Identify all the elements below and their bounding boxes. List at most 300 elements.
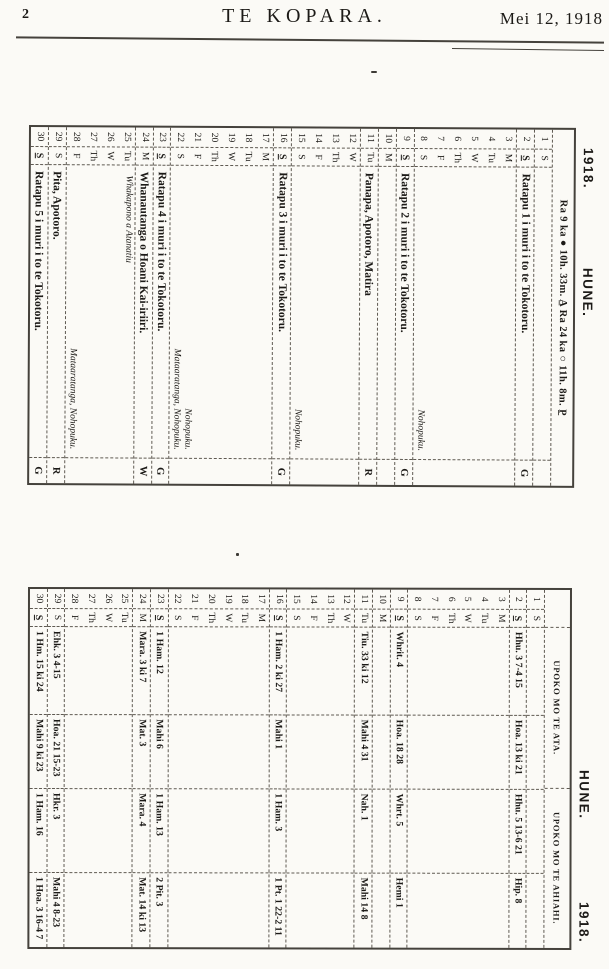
lesson-ref: Hhu. 5 13-6 21 xyxy=(512,793,524,855)
feast-name: Panapa, Apotoro, Matira xyxy=(362,172,375,296)
lectionary-row-group xyxy=(287,589,355,947)
lesson-cell xyxy=(30,627,47,715)
lesson-ref: Nah. 1 xyxy=(358,793,370,821)
date-number-column xyxy=(355,590,372,610)
date-number: 22 xyxy=(175,132,186,143)
day-letter: Th xyxy=(209,151,220,162)
calendar-corner-labels xyxy=(574,128,604,488)
year-label: 1918. xyxy=(580,147,596,190)
fast-note: Mataaratanga, Nohopuku. xyxy=(67,348,78,450)
lectionary-corner-labels xyxy=(571,588,602,950)
date-number: 14 xyxy=(312,133,323,143)
day-letter-column xyxy=(361,149,378,167)
day-letter: Th xyxy=(205,612,216,624)
date-number: 20 xyxy=(205,594,216,604)
liturgical-colour xyxy=(170,459,272,485)
feast-cell xyxy=(152,166,170,459)
date-number: 4 xyxy=(486,136,497,142)
lesson-ref: 1 Ham. 2 ki 27 xyxy=(273,631,285,693)
lesson-ref: Mahi 14 8 xyxy=(358,877,370,920)
feast-cell xyxy=(533,168,551,461)
date-number: 28 xyxy=(69,593,80,604)
lectionary-row-group xyxy=(509,590,527,948)
lectionary-row-group xyxy=(372,590,390,948)
lesson-cell xyxy=(408,628,508,716)
date-number: 12 xyxy=(346,133,357,143)
lesson-cell xyxy=(270,627,287,715)
day-letter: Th xyxy=(85,612,96,623)
day-letter: F xyxy=(307,615,318,621)
date-number: 29 xyxy=(52,131,63,142)
lesson-cell xyxy=(168,789,268,873)
lesson-cell xyxy=(47,873,64,947)
lectionary-table xyxy=(27,587,572,950)
date-number: 18 xyxy=(239,594,250,604)
day-letter-column xyxy=(391,610,408,628)
date-number-column xyxy=(49,127,66,147)
lesson-cell xyxy=(269,789,286,873)
date-number-column xyxy=(270,589,287,609)
day-letter-column xyxy=(378,149,395,167)
day-letter: W xyxy=(341,613,352,623)
creed-note: Whakapono a Atanatiu xyxy=(122,175,134,263)
day-letter: S xyxy=(33,152,45,159)
liturgical-colour: R xyxy=(361,468,373,477)
day-letter: S xyxy=(519,155,531,161)
june-calendar-rotated xyxy=(27,125,604,488)
lesson-ref: Hoa. 13 ki 21 xyxy=(512,719,524,775)
day-letter: F xyxy=(435,154,446,161)
date-number: 9 xyxy=(394,596,405,602)
day-letter: W xyxy=(226,152,237,162)
day-letter: S xyxy=(153,614,165,621)
date-number: 16 xyxy=(277,133,288,143)
day-letter: Th xyxy=(452,152,463,164)
date-number-column xyxy=(31,127,48,147)
date-number: 29 xyxy=(51,593,62,604)
lesson-cell xyxy=(269,873,286,947)
lesson-cell xyxy=(390,628,407,716)
date-number: 25 xyxy=(121,132,132,142)
feast-name: Ratapu 5 i muri i to te Tokotoru. xyxy=(32,171,46,331)
lesson-cell xyxy=(287,789,354,873)
day-letter: Tu xyxy=(478,613,490,624)
day-letter: W xyxy=(102,613,113,623)
lectionary-row-group xyxy=(168,589,270,947)
day-letter: M xyxy=(255,613,266,623)
lesson-cell xyxy=(408,790,508,874)
fast-note: Nohopuku. xyxy=(182,408,193,450)
lesson-cell xyxy=(527,716,544,790)
calendar-row-group xyxy=(272,128,292,484)
day-letter: F xyxy=(189,615,200,621)
ink-speck xyxy=(371,71,377,73)
lesson-cell xyxy=(65,715,132,789)
day-letter-column xyxy=(31,147,48,165)
date-number: 1 xyxy=(538,136,549,142)
day-letter-column xyxy=(287,609,354,627)
lesson-cell xyxy=(408,874,508,948)
lectionary-row-group xyxy=(29,589,47,947)
fast-notes xyxy=(414,410,425,451)
day-letter: S xyxy=(291,615,302,621)
day-letter-column xyxy=(535,150,552,168)
day-letter: Th xyxy=(87,150,98,162)
day-letter-column xyxy=(270,609,287,627)
date-number: 17 xyxy=(255,594,266,604)
day-letter: M xyxy=(376,613,387,623)
year-label: 1918. xyxy=(576,901,592,944)
liturgical-colour xyxy=(290,459,358,484)
liturgical-colour: G xyxy=(518,468,530,478)
feast-cell xyxy=(272,166,290,459)
feast-cell xyxy=(359,167,377,460)
day-letter-column xyxy=(510,610,527,628)
date-number: 10 xyxy=(382,133,393,144)
feast-name: Ratapu 3 i muri i to te Tokotoru. xyxy=(275,172,289,333)
lesson-ref: 1 Ham. 3 xyxy=(272,793,285,832)
lesson-cell xyxy=(287,627,354,715)
calendar-row-group xyxy=(413,129,517,486)
date-number-column xyxy=(65,589,132,609)
calendar-row-group xyxy=(152,128,172,484)
feast-name: Ratapu 2 i muri i to te Tokotoru. xyxy=(397,172,411,333)
date-number: 8 xyxy=(418,136,429,141)
liturgical-colour: G xyxy=(275,467,287,476)
day-letter: S xyxy=(272,615,284,621)
feast-cell xyxy=(134,166,152,459)
date-number: 11 xyxy=(364,133,375,143)
date-number: 17 xyxy=(259,132,271,143)
lectionary-header-spacer xyxy=(545,590,570,628)
date-number: 12 xyxy=(341,594,352,604)
date-number-column xyxy=(414,129,516,150)
lesson-ref: Whrt. 5 xyxy=(393,793,405,827)
lesson-cell xyxy=(509,628,526,716)
lesson-cell xyxy=(29,789,46,873)
date-number: 22 xyxy=(172,594,183,604)
calendar-row-group xyxy=(290,128,361,484)
lesson-cell xyxy=(150,789,167,873)
day-letter: Th xyxy=(329,151,340,163)
lesson-cell xyxy=(390,716,407,790)
date-number-column xyxy=(133,589,150,609)
day-letter-column xyxy=(48,609,65,627)
lesson-cell xyxy=(527,628,544,716)
liturgical-colour xyxy=(65,458,133,483)
calendar-row-group xyxy=(47,127,67,483)
lectionary-row-group xyxy=(527,590,544,948)
day-letter: Tu xyxy=(364,152,375,163)
day-letter: F xyxy=(428,615,439,621)
date-number-column xyxy=(408,590,508,610)
lesson-cell xyxy=(151,627,168,715)
day-letter: Tu xyxy=(119,612,130,623)
date-number: 11 xyxy=(359,594,370,604)
lectionary-row-group xyxy=(408,590,510,948)
day-letter-column xyxy=(135,148,152,166)
date-number-column xyxy=(274,128,291,148)
date-number: 10 xyxy=(376,594,387,604)
liturgical-colour: W xyxy=(136,465,148,477)
date-number-column xyxy=(48,589,65,609)
lesson-cell xyxy=(509,716,526,790)
fast-notes xyxy=(66,348,78,449)
date-number: 24 xyxy=(137,593,148,604)
date-number: 1 xyxy=(531,597,542,602)
feast-cell xyxy=(413,167,516,461)
lesson-cell xyxy=(373,628,390,716)
date-number: 9 xyxy=(400,136,411,141)
day-letter: S xyxy=(412,615,423,621)
lesson-ref: 1 Ham. 16 xyxy=(33,793,45,836)
day-letter: W xyxy=(222,613,233,623)
lectionary-row-group xyxy=(355,590,373,948)
feast-name: Whanautanga o Hoani Kai-iriiri. xyxy=(136,171,150,334)
calendar-body xyxy=(29,127,552,486)
day-letter-column xyxy=(274,148,291,166)
day-letter: S xyxy=(538,155,549,161)
liturgical-colour: G xyxy=(32,466,44,475)
lesson-cell xyxy=(372,874,389,948)
date-number-column xyxy=(379,129,396,149)
day-letter: M xyxy=(382,153,393,162)
day-letter: Th xyxy=(324,612,335,624)
date-number: 26 xyxy=(104,132,115,142)
day-letter: M xyxy=(259,152,270,161)
feast-name: Pita, Apotoro. xyxy=(50,171,64,240)
day-letter: F xyxy=(312,154,323,160)
lesson-cell xyxy=(30,715,47,789)
lesson-ref: Mat. 14 ki 13 xyxy=(136,877,148,933)
lesson-cell xyxy=(372,790,389,874)
lesson-ref: Hoa. 18 28 xyxy=(393,719,406,765)
lectionary-row-group xyxy=(65,589,133,947)
date-number: 5 xyxy=(469,136,480,142)
calendar-row-group xyxy=(533,130,552,486)
ink-speck xyxy=(236,553,239,556)
feast-cell xyxy=(47,165,65,458)
day-letter: S xyxy=(32,614,44,621)
feast-cell xyxy=(65,165,134,458)
day-letter: W xyxy=(104,151,115,161)
fast-notes xyxy=(171,349,194,450)
day-letter-column xyxy=(517,150,534,168)
date-number-column xyxy=(30,589,47,609)
date-number-column xyxy=(287,589,354,609)
lesson-cell xyxy=(168,715,268,789)
date-number: 7 xyxy=(435,136,446,142)
day-letter-column xyxy=(414,149,516,168)
day-letter: Tu xyxy=(121,150,132,162)
issue-date: Mei 12, 1918 xyxy=(499,9,603,28)
date-number-column xyxy=(527,590,544,610)
lesson-ref: Tiu. 33 ki 12 xyxy=(358,631,370,684)
feast-name: Ratapu 4 i muri i to te Tokotoru. xyxy=(154,171,168,332)
date-number: 8 xyxy=(412,596,423,602)
lesson-cell xyxy=(65,627,132,715)
lectionary-row-group xyxy=(47,589,65,947)
date-number: 25 xyxy=(119,593,130,604)
feast-cell xyxy=(395,167,413,460)
liturgical-colour: G xyxy=(397,468,409,477)
month-label: HUNE. xyxy=(580,267,596,318)
date-number-column xyxy=(391,590,408,610)
date-number-column xyxy=(169,589,269,609)
calendar-row-group xyxy=(395,129,415,485)
date-number: 14 xyxy=(308,594,319,604)
lesson-cell xyxy=(133,627,150,715)
feast-cell xyxy=(170,166,273,460)
date-number: 5 xyxy=(462,596,473,602)
day-letter-column xyxy=(171,148,273,167)
feast-cell xyxy=(29,165,47,458)
fast-notes xyxy=(291,409,302,450)
lesson-cell xyxy=(150,873,167,947)
lesson-cell xyxy=(133,715,150,789)
day-letter-column xyxy=(373,610,390,628)
date-number: 21 xyxy=(192,132,203,143)
day-letter: F xyxy=(192,153,203,160)
lesson-cell xyxy=(408,716,508,790)
day-letter: M xyxy=(495,614,506,623)
day-letter: F xyxy=(70,153,81,159)
calendar-row-group xyxy=(29,127,49,483)
date-number: 18 xyxy=(243,132,254,143)
lesson-cell xyxy=(509,790,526,874)
day-letter: Tu xyxy=(242,151,254,162)
lesson-ref: Ehk. 3 4-15 xyxy=(51,631,63,679)
day-letter: S xyxy=(156,153,168,159)
lectionary-row-group xyxy=(133,589,151,947)
day-letter: S xyxy=(512,615,524,622)
date-number: 15 xyxy=(291,594,302,604)
date-number-column xyxy=(153,128,170,148)
day-letter: S xyxy=(393,615,405,621)
moon-phase-header: Ra 9 ka ● 10h. 33m. A̲ Ra 24 ka ○ 11h. 8m. P̲ xyxy=(550,130,574,486)
lesson-ref: Mat. 3 xyxy=(136,719,148,747)
lesson-ref: Mahi 9 ki 23 xyxy=(33,719,45,772)
lesson-ref: Mara. 3 ki 7 xyxy=(136,631,148,683)
lesson-cell xyxy=(287,873,354,947)
lesson-ref: Hkr. 3 xyxy=(50,793,62,820)
lesson-ref: Hoa. 21 15-23 xyxy=(50,719,63,777)
date-number: 2 xyxy=(521,136,532,142)
day-letter: W xyxy=(469,153,480,163)
lesson-ref: 1 Ham. 12 xyxy=(154,631,166,674)
lesson-ref: 1 Ham. 13 xyxy=(154,793,166,836)
lesson-cell xyxy=(355,874,372,948)
date-number: 13 xyxy=(324,594,335,604)
date-number: 2 xyxy=(513,596,524,602)
month-label: HUNE. xyxy=(576,769,592,820)
day-letter-column xyxy=(153,148,170,166)
lesson-cell xyxy=(355,716,372,790)
fast-note: Nohopuku. xyxy=(292,408,303,451)
day-letter-column xyxy=(30,609,47,627)
date-number: 3 xyxy=(495,596,506,602)
day-letter-column xyxy=(527,610,544,628)
lesson-ref: Hhu. 3 7-4 15 xyxy=(513,631,525,688)
lesson-cell xyxy=(390,790,407,874)
date-number-column xyxy=(151,589,168,609)
june-lectionary-rotated xyxy=(27,587,602,950)
date-number: 3 xyxy=(503,136,514,142)
date-number-column xyxy=(510,590,527,610)
date-number: 30 xyxy=(33,593,44,604)
day-letter: S xyxy=(172,615,183,621)
liturgical-colour xyxy=(413,460,515,486)
day-letter: M xyxy=(139,151,150,161)
date-number: 4 xyxy=(479,596,490,602)
lesson-ref: Mara. 4 xyxy=(136,793,148,827)
lesson-cell xyxy=(151,715,168,789)
lesson-cell xyxy=(133,873,150,947)
lesson-ref: Mahi 1 xyxy=(273,719,285,750)
fast-note: Mataaratanga, Nohopuku. xyxy=(171,348,183,450)
day-letter-column xyxy=(65,609,132,627)
day-letter: W xyxy=(462,613,473,623)
liturgical-colour: R xyxy=(50,466,62,475)
day-letter: S xyxy=(531,615,542,622)
page-title: TE KOPARA. xyxy=(222,5,387,27)
day-letter: Th xyxy=(445,612,456,624)
day-letter: S xyxy=(276,154,288,160)
fast-note: Nohopuku. xyxy=(414,409,426,452)
date-number-column xyxy=(135,128,152,148)
feast-cell xyxy=(290,166,359,459)
calendar-table xyxy=(27,125,576,488)
date-number: 6 xyxy=(452,136,463,142)
lectionary-row-group xyxy=(390,590,408,948)
lesson-ref: 1 Hm. 15 ki 24 xyxy=(33,631,45,692)
liturgical-colour: G xyxy=(154,467,166,476)
page-number: 2 xyxy=(22,7,29,22)
date-number: 26 xyxy=(102,593,113,604)
date-number-column xyxy=(373,590,390,610)
day-letter-column xyxy=(169,609,269,627)
day-letter: S xyxy=(295,154,306,160)
day-letter: S xyxy=(399,154,411,161)
lesson-cell xyxy=(373,716,390,790)
calendar-row-group xyxy=(134,128,154,484)
lesson-ref: Mahi 4 8-23 xyxy=(50,877,62,928)
lesson-ref: 2 Pit. 3 xyxy=(153,877,165,907)
lesson-ref: Hemi 1 xyxy=(393,877,405,908)
date-number: 21 xyxy=(189,594,200,604)
date-number-column xyxy=(171,128,273,149)
date-number: 16 xyxy=(273,594,284,604)
day-letter-column xyxy=(408,610,508,628)
calendar-row-group xyxy=(359,129,379,485)
day-letter: S xyxy=(418,154,429,161)
calendar-row-group xyxy=(65,127,136,483)
date-number: 7 xyxy=(428,596,439,602)
date-number: 28 xyxy=(70,131,81,142)
day-letter: M xyxy=(136,613,147,622)
lesson-cell xyxy=(29,873,46,947)
lesson-cell xyxy=(287,715,354,789)
lesson-cell xyxy=(168,627,268,715)
date-number: 19 xyxy=(226,132,237,143)
day-letter: S xyxy=(52,152,63,159)
date-number-column xyxy=(361,129,378,149)
header-rule xyxy=(16,36,604,43)
evening-lessons-header: UPOKO MO TE AHIAHI. xyxy=(551,811,563,925)
lectionary-header-row xyxy=(543,590,570,948)
day-letter: Tu xyxy=(359,612,370,624)
date-number-column xyxy=(67,127,135,147)
